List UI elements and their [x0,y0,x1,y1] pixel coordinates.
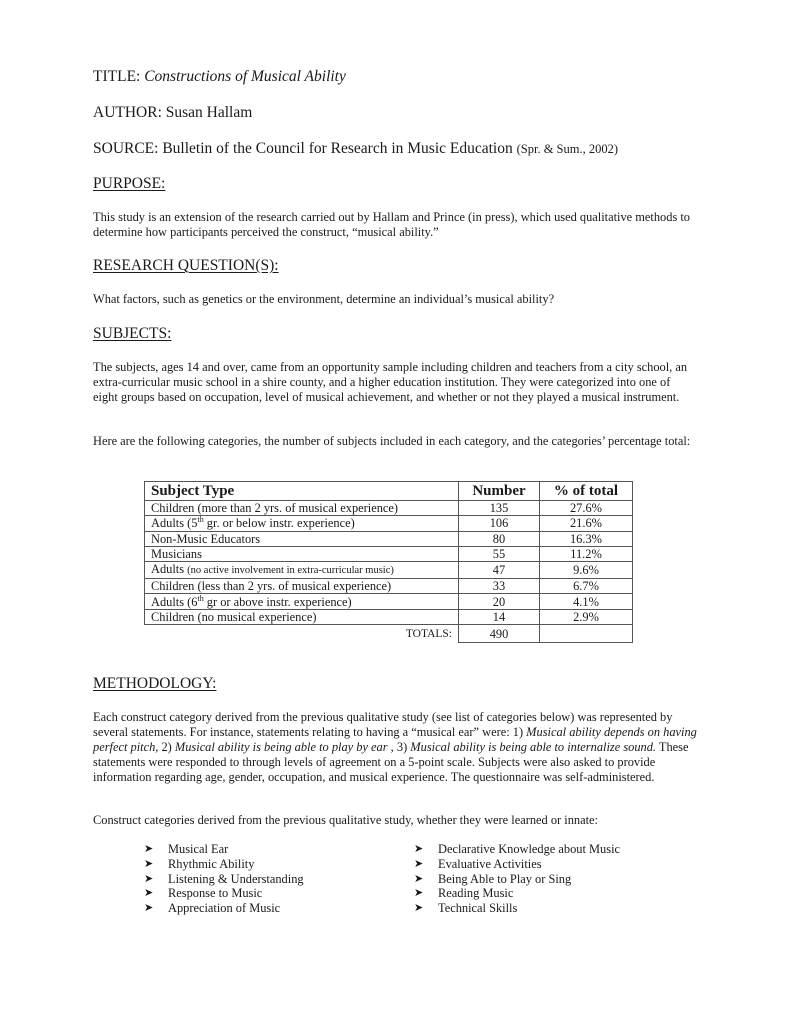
cell-number: 47 [459,562,540,579]
list-item: ➤ Appreciation of Music [144,901,281,916]
construct-list-right [414,842,620,916]
arrowhead-bullet-icon: ➤ [414,887,424,900]
cell-number: 80 [459,531,540,546]
cell-number: 14 [459,609,540,624]
list-item: ➤ Declarative Knowledge about Music [414,842,621,856]
list-item: ➤ Being Able to Play or Sing [414,871,572,886]
cell-subject-type: Children (more than 2 yrs. of musical experience) [145,501,459,516]
table-row [145,501,633,516]
author-value: Susan Hallam [165,104,253,121]
cell-percent: 27.6% [540,501,633,516]
source-date: (Spr. & Sum., 2002) [516,142,619,156]
arrowhead-bullet-icon: ➤ [144,843,154,855]
totals-number: 490 [459,625,540,643]
cell-number: 106 [459,516,540,531]
column-header-subject-type: Subject Type [145,482,459,501]
cell-percent: 11.2% [540,546,633,561]
column-header-number: Number [459,482,540,501]
list-item: ➤ Rhythmic Ability [144,856,255,871]
column-header-percent: % of total [540,482,633,501]
table-row [145,609,633,624]
list-item: ➤ Listening & Understanding [144,871,304,886]
source-value: Bulletin of the Council for Research in Music Education [162,140,513,157]
cell-percent: 9.6% [540,562,633,579]
cell-subject-type: Adults (5th gr. or below instr. experience) [145,516,459,531]
table-totals-row [145,625,633,643]
arrowhead-bullet-icon: ➤ [144,887,154,900]
subjects-heading: SUBJECTS: [93,325,172,342]
subjects-text: The subjects, ages 14 and over, came from an opportunity sample including children and teachers from a city school, an extra-curricular music school in a shire county, and a higher education institution. They were categorized into one of eight groups based on occupation, level of musical achievement, and whether or not they played a musical instrument. [93,360,688,404]
list-item: ➤ Technical Skills [414,901,518,916]
purpose-heading: PURPOSE: [93,175,166,192]
table-header-row [145,482,633,501]
table-row [145,594,633,609]
list-item: ➤ Evaluative Activities [414,856,542,871]
cell-percent: 21.6% [540,516,633,531]
cell-number: 20 [459,594,540,609]
list-item: ➤ Response to Music [144,886,263,901]
title-line [93,68,346,86]
list-item: ➤ Musical Ear [144,842,229,856]
author-label: AUTHOR: [93,104,162,121]
title-value: Constructions of Musical Ability [144,68,346,85]
arrowhead-bullet-icon: ➤ [414,902,424,915]
cell-number: 135 [459,501,540,516]
cell-subject-type: Non-Music Educators [145,531,459,546]
cell-subject-type: Children (no musical experience) [145,609,459,624]
research-question-text: What factors, such as genetics or the environment, determine an individual’s musical ability? [93,292,555,306]
cell-number: 33 [459,579,540,594]
list-item: ➤ Reading Music [414,886,514,901]
subject-category-table [144,481,633,643]
cell-subject-type: Adults (no active involvement in extra-curricular music) [145,562,459,579]
totals-label: TOTALS: [405,627,452,640]
arrowhead-bullet-icon: ➤ [144,857,154,870]
cell-percent: 6.7% [540,579,633,594]
cell-percent: 4.1% [540,594,633,609]
methodology-heading: METHODOLOGY: [93,675,217,692]
cell-subject-type: Musicians [145,546,459,561]
table-row [145,516,633,531]
construct-list-left [144,842,304,916]
table-row [145,546,633,561]
arrowhead-bullet-icon: ➤ [414,872,424,885]
totals-percent [540,625,633,643]
methodology-text: Each construct category derived from the previous qualitative study (see list of categories below) was represented by several statements. For instance, statements relating to having a “musical ear” were: 1) Musical ability depends on having perfect pitch, 2) Musical ability is being able to play by ear , 3) Musical ability is being able to internalize sound. These statements were responded to through levels of agreement on a 5-point scale. Subjects were also asked to provide information regarding age, gender, occupation, and musical experience. The questionnaire was self-administered. [93,710,697,784]
arrowhead-bullet-icon: ➤ [144,902,154,915]
arrowhead-bullet-icon: ➤ [144,872,154,885]
cell-subject-type: Children (less than 2 yrs. of musical experience) [145,579,459,594]
cell-subject-type: Adults (6th gr or above instr. experience) [145,594,459,609]
table-row [145,562,633,579]
research-question-heading: RESEARCH QUESTION(S): [93,257,279,274]
cell-number: 55 [459,546,540,561]
arrowhead-bullet-icon: ➤ [414,843,424,855]
table-row [145,579,633,594]
cell-percent: 16.3% [540,531,633,546]
arrowhead-bullet-icon: ➤ [414,857,424,870]
source-line [93,140,618,158]
construct-categories-intro: Construct categories derived from the previous qualitative study, whether they were learned or innate: [93,813,598,827]
cell-percent: 2.9% [540,609,633,624]
title-label: TITLE: [93,68,141,85]
table-row [145,531,633,546]
source-label: SOURCE: [93,140,159,157]
author-line [93,104,252,122]
subjects-intro-text: Here are the following categories, the number of subjects included in each category, and the categories’ percentage total: [93,434,691,448]
purpose-text: This study is an extension of the research carried out by Hallam and Prince (in press), which used qualitative methods to determine how participants perceived the construct, “musical ability.” [93,210,691,239]
